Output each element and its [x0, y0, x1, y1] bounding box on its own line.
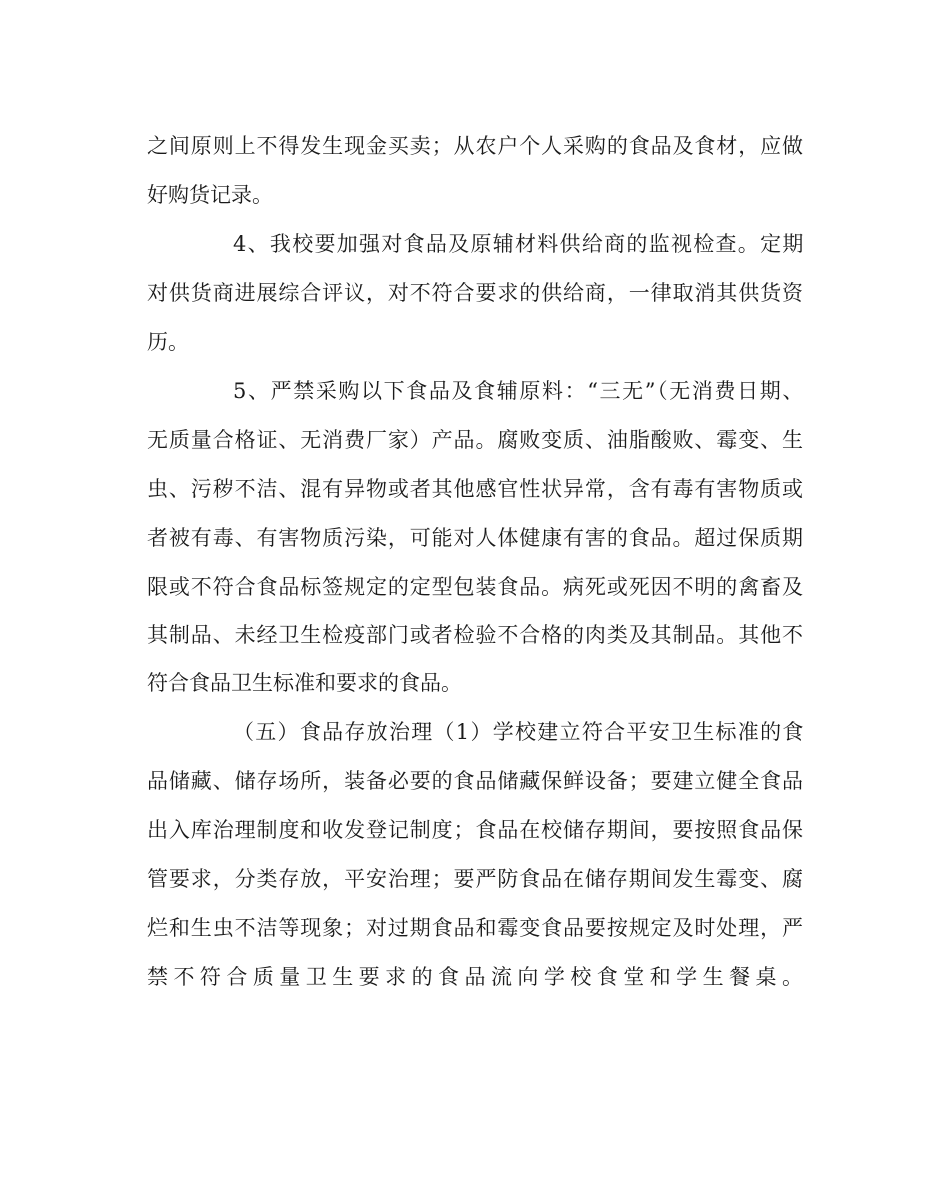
paragraph-4-line-2: 品储藏、储存场所，装备必要的食品储藏保鲜设备；要建立健全食品: [147, 769, 804, 793]
paragraph-4-line-4: 管要求，分类存放，平安治理；要严防食品在储存期间发生霉变、腐: [147, 867, 804, 891]
paragraph-3-line-2: 无质量合格证、无消费厂家）产品。腐败变质、油脂酸败、霉变、生: [147, 428, 804, 452]
paragraph-4-line-6: 禁不符合质量卫生要求的食品流向学校食堂和学生餐桌。: [147, 965, 809, 989]
paragraph-4-line-3: 出入库治理制度和收发登记制度；食品在校储存期间，要按照食品保: [147, 818, 804, 842]
paragraph-2-line-2: 对供货商进展综合评议，对不符合要求的供给商，一律取消其供货资: [147, 281, 804, 305]
paragraph-1-line-2: 好购货记录。: [147, 183, 273, 207]
paragraph-4-line-1: （五）食品存放治理（1）学校建立符合平安卫生标准的食: [233, 720, 805, 744]
paragraph-2-line-3: 历。: [147, 330, 189, 354]
paragraph-2-line-1: 4、我校要加强对食品及原辅材料供给商的监视检查。定期: [233, 232, 805, 256]
paragraph-1-line-1: 之间原则上不得发生现金买卖；从农户个人采购的食品及食材，应做: [147, 134, 804, 158]
paragraph-3-line-5: 限或不符合食品标签规定的定型包装食品。病死或死因不明的禽畜及: [147, 575, 804, 599]
paragraph-3-line-6: 其制品、未经卫生检疫部门或者检验不合格的肉类及其制品。其他不: [147, 623, 804, 647]
paragraph-4-line-5: 烂和生虫不洁等现象；对过期食品和霉变食品要按规定及时处理，严: [147, 916, 804, 940]
paragraph-3-line-7: 符合食品卫生标准和要求的食品。: [147, 671, 462, 695]
paragraph-3-line-4: 者被有毒、有害物质污染，可能对人体健康有害的食品。超过保质期: [147, 526, 804, 550]
paragraph-3-line-3: 虫、污秽不洁、混有异物或者其他感官性状异常，含有毒有害物质或: [147, 477, 804, 501]
paragraph-3-line-1: 5、严禁采购以下食品及食辅原料：“三无”（无消费日期、: [233, 379, 805, 403]
